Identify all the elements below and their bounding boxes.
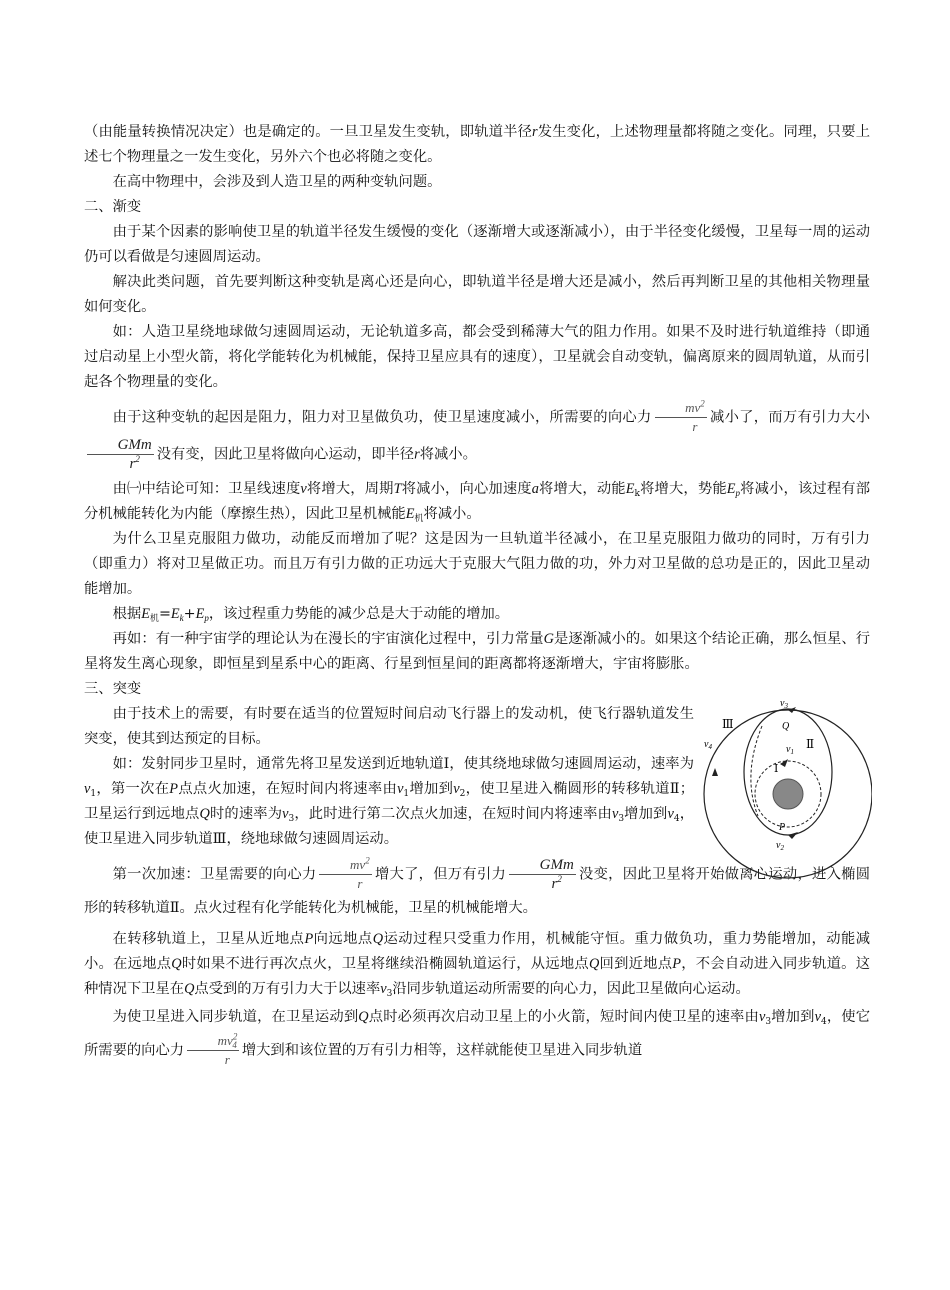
fraction-mv4sq-r: $\frac{mv^2_4}{r}$: [187, 1032, 239, 1069]
label-orbit-II: Ⅱ: [806, 737, 815, 751]
paragraph-formula-1: 由于这种变轨的起因是阻力，阻力对卫星做负功，使卫星速度减小，所需要的向心力 $\frac{mv^2}{r}$ 减小了，而万有引力大小 $\frac{\text{GMm}}{r^2}$ 没有变，因此卫星将做向心运动，即半径r将减小。: [84, 399, 870, 473]
paragraph: 为什么卫星克服阻力做功，动能反而增加了呢？这是因为一旦轨道半径减小，在卫星克服阻力做功的同时，万有引力（即重力）将对卫星做正功。而且万有引力做的正功远大于克服大气阻力做的功，外力对卫星做的总功是正的，因此卫星动能增加。: [84, 531, 870, 597]
section-heading-gradual: 二、渐变: [84, 199, 142, 215]
fraction-GMm-r2: $\frac{\text{GMm}}{r^2}$: [87, 436, 154, 473]
paragraph: （由能量转换情况决定）也是确定的。一旦卫星发生变轨，即轨道半径r发生变化，上述物理量都将随之变化。同理，只要上述七个物理量之一发生变化，另外六个也必将随之变化。: [84, 124, 871, 165]
transfer-dashed-path: [751, 726, 762, 816]
section-heading-sudden: 三、突变: [84, 681, 142, 697]
paragraph: 在转移轨道上，卫星从近地点P向远地点Q运动过程只受重力作用，机械能守恒。重力做负功，重力势能增加，动能减小。在远地点Q时如果不进行再次点火，卫星将继续沿椭圆轨道运行，从远地点Q回到近地点P，不会自动进入同步轨道。这种情况下卫星在Q点受到的万有引力大于以速率$v_3$沿同步轨道运动所需要的向心力，因此卫星做向心运动。: [84, 931, 871, 999]
label-v4: $v_4$: [704, 739, 712, 751]
label-orbit-III: Ⅲ: [722, 717, 734, 731]
paragraph: 如：人造卫星绕地球做匀速圆周运动，无论轨道多高，都会受到稀薄大气的阻力作用。如果不及时进行轨道维持（即通过启动星上小型火箭，将化学能转化为机械能，保持卫星应具有的速度），卫星就会自动变轨，偏离原来的圆周轨道，从而引起各个物理量的变化。: [84, 324, 870, 390]
orbit-diagram: [694, 698, 869, 852]
fraction-GMm-r2: $\frac{\text{GMm}}{r^2}$: [509, 856, 576, 893]
paragraph: 由于某个因素的影响使卫星的轨道半径发生缓慢的变化（逐渐增大或逐渐减小），由于半径变化缓慢，卫星每一周的运动仍可以看做是匀速圆周运动。: [84, 224, 870, 265]
paragraph: 由于技术上的需要，有时要在适当的位置短时间启动飞行器上的发动机，使飞行器轨道发生突变，使其到达预定的目标。: [84, 706, 694, 747]
paragraph: 在高中物理中，会涉及到人造卫星的两种变轨问题。: [112, 174, 442, 190]
label-Q: Q: [782, 721, 790, 732]
paragraph-formula-3: 为使卫星进入同步轨道，在卫星运动到Q点时必须再次启动卫星上的小火箭，短时间内使卫星的速率由$v_3$增加到$v_4$，使它所需要的向心力 $\frac{mv^2_4}{r}$ 增大到和该位置的万有引力相等，这样就能使卫星进入同步轨道: [84, 1009, 871, 1067]
arrow-v4-icon: [712, 768, 718, 776]
orbit-diagram-svg: [692, 696, 872, 886]
paragraph: 如：发射同步卫星时，通常先将卫星发送到近地轨道Ⅰ，使其绕地球做匀速圆周运动，速率为$v_1$，第一次在P点点火加速，在短时间内将速率由$v_1$增加到$v_2$，使卫星进入椭圆形的转移轨道Ⅱ；卫星运行到远地点Q时的速率为$v_3$，此时进行第二次点火加速，在短时间内将速率由$v_3$增加到$v_4$，使卫星进入同步轨道Ⅲ，绕地球做匀速圆周运动。: [84, 756, 695, 847]
fraction-mv2-r: $\frac{mv^2}{r}$: [655, 399, 707, 436]
paragraph: 由㈠中结论可知：卫星线速度v将增大，周期T将减小，向心加速度a将增大，动能$E_k$将增大，势能$E_p$将减小，该过程有部分机械能转化为内能（摩擦生热），因此卫星机械能$E_机$将减小。: [84, 481, 871, 524]
fraction-mv2-r: $\frac{mv^2}{r}$: [319, 856, 371, 893]
label-v1: $v_1$: [786, 744, 794, 756]
arrow-v2-icon: [788, 832, 798, 839]
label-v2: $v_2$: [776, 840, 784, 852]
label-orbit-I: Ⅰ: [774, 762, 779, 775]
figure-text-block: [84, 698, 870, 852]
label-P: P: [779, 822, 786, 833]
paragraph: 解决此类问题，首先要判断这种变轨是离心还是向心，即轨道半径是增大还是减小，然后再判断卫星的其他相关物理量如何变化。: [84, 274, 870, 315]
paragraph: 再如：有一种宇宙学的理论认为在漫长的宇宙演化过程中，引力常量G是逐渐减小的。如果这个结论正确，那么恒星、行星将发生离心现象，即恒星到星系中心的距离、行星到恒星间的距离都将逐渐增大，宇宙将膨胀。: [84, 631, 871, 672]
document-page: [84, 120, 870, 1069]
earth-icon: [773, 779, 803, 809]
paragraph-formula-2: 第一次加速：卫星需要的向心力 $\frac{mv^2}{r}$ 增大了，但万有引力 $\frac{\text{GMm}}{r^2}$ 没变，因此卫星将开始做离心运动，进入椭圆形的转移轨道Ⅱ。点火过程有化学能转化为机械能，卫星的机械能增大。: [84, 855, 871, 916]
arrow-v1-icon: [780, 759, 788, 767]
paragraph: 根据$E_机=E_k+E_p$，该过程重力势能的减少总是大于动能的增加。: [112, 606, 510, 624]
label-v3: $v_3$: [780, 698, 788, 710]
